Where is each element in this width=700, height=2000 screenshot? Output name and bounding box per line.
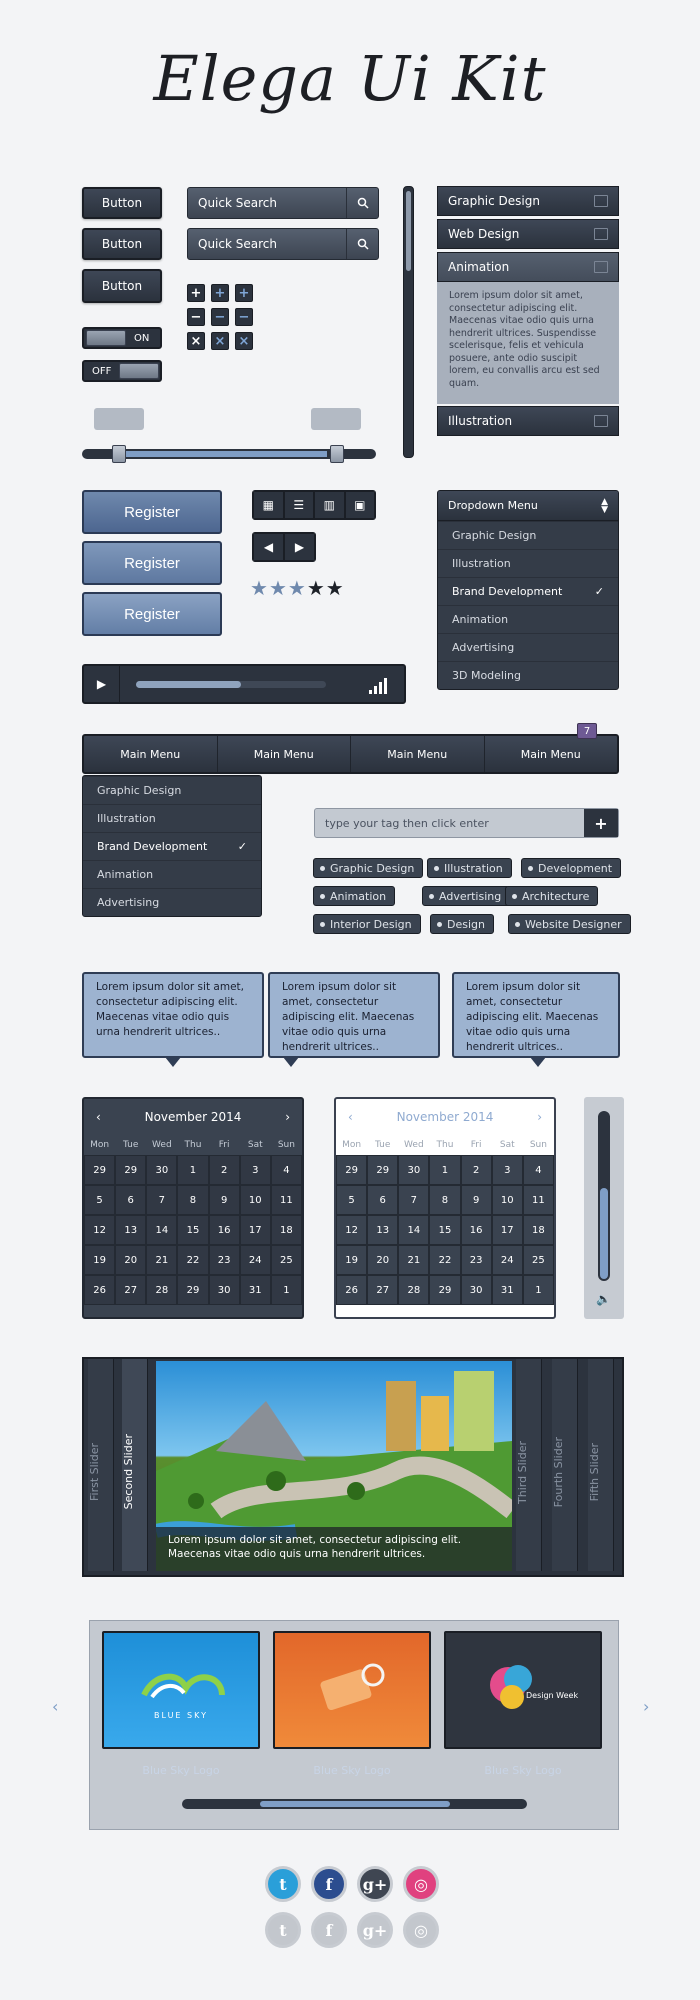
dropdown-list [438,521,618,689]
calendar-day[interactable]: 7 [146,1185,177,1215]
calendar-day[interactable]: 2 [209,1155,240,1185]
range-tooltip-right [311,408,361,430]
carousel-scrollbar[interactable] [182,1799,527,1809]
camera-icon [594,415,608,427]
calendar-day[interactable]: 22 [177,1245,208,1275]
calendar-header [336,1099,554,1135]
submenu-item[interactable] [83,776,261,804]
tag-input-placeholder: type your tag then click enter [325,817,489,830]
calendar-day[interactable]: 11 [523,1185,554,1215]
plus-icon[interactable]: + [187,284,205,302]
calendar-day[interactable]: 15 [177,1215,208,1245]
copy-icon [594,228,608,240]
calendar-day[interactable]: 6 [367,1185,398,1215]
weekday-label: Tue [375,1140,391,1150]
calendar-day[interactable]: 3 [492,1155,523,1185]
play-icon[interactable]: ▶ [84,666,120,702]
search-icon[interactable] [346,188,378,218]
calendar-day[interactable]: 15 [429,1215,460,1245]
calendar-day[interactable]: 9 [209,1185,240,1215]
calendar-day[interactable]: 12 [336,1215,367,1245]
toggle-off[interactable] [82,360,162,382]
calendar-day[interactable]: 13 [115,1215,146,1245]
twitter-icon[interactable]: t [265,1866,301,1902]
submenu-item-label: Advertising [97,896,160,909]
slider-tab-2[interactable] [122,1359,148,1571]
dropdown-item[interactable] [438,633,618,661]
search-placeholder: Quick Search [198,237,277,251]
calendar-day[interactable]: 25 [271,1245,302,1275]
next-arrow-icon[interactable]: ▶ [284,533,315,561]
calendar-day[interactable]: 10 [240,1185,271,1215]
progress-fill [136,681,241,688]
prev-month-icon[interactable]: ‹ [348,1110,353,1124]
weekday-label: Thu [184,1140,202,1150]
dropdown-item[interactable] [438,661,618,689]
weekday-label: Mon [342,1140,362,1150]
prev-arrow-icon[interactable]: ◀ [253,533,284,561]
card-mockup-icon [275,1633,431,1749]
toggle-off-label: OFF [92,365,112,377]
calendar-day[interactable]: 21 [146,1245,177,1275]
calendar-day[interactable]: 13 [367,1215,398,1245]
main-menu-bar [82,734,619,774]
calendar-day[interactable]: 19 [336,1245,367,1275]
tooltip-2: Lorem ipsum dolor sit amet, consectetur adipiscing elit. Maecenas vitae odio quis urna hendrerit ultrices.. [268,972,440,1058]
slider-caption: Lorem ipsum dolor sit amet, consectetur adipiscing elit. Maecenas vitae odio quis urna hendrerit ultrices. [156,1527,512,1571]
calendar-day[interactable]: 4 [523,1155,554,1185]
quick-search-2[interactable] [187,228,379,260]
main-menu-item-4[interactable]: Main Menu [520,747,581,761]
calendar-day[interactable]: 5 [84,1185,115,1215]
search-placeholder: Quick Search [198,196,277,210]
picture-icon [594,195,608,207]
blue-sky-logo-icon [104,1633,260,1749]
calendar-day[interactable]: 12 [84,1215,115,1245]
dropdown-label: Dropdown Menu [448,499,538,512]
tag-input[interactable] [314,808,619,838]
dropdown-item-label: Advertising [452,641,515,654]
calendar-day[interactable]: 24 [240,1245,271,1275]
carousel-scroll-thumb[interactable] [260,1801,450,1807]
accordion-label: Web Design [448,227,520,241]
minus-icon[interactable]: − [211,308,229,326]
calendar-day[interactable]: 1 [271,1275,302,1305]
tag-chip[interactable]: Design [430,914,494,934]
volume-bars-icon[interactable] [369,674,387,694]
calendar-day[interactable]: 30 [209,1275,240,1305]
slider-image [156,1361,512,1571]
tooltip-1: Lorem ipsum dolor sit amet, consectetur adipiscing elit. Maecenas vitae odio quis urna hendrerit ultrices.. [82,972,264,1058]
weekday-label: Wed [152,1140,172,1150]
calendar-day[interactable]: 29 [115,1155,146,1185]
calendar-day[interactable]: 20 [367,1245,398,1275]
tag-chip[interactable]: Illustration [427,858,512,878]
toggle-knob [119,363,159,379]
calendar-day[interactable]: 29 [336,1155,367,1185]
google-plus-icon[interactable]: g+ [357,1866,393,1902]
calendar-day[interactable]: 11 [271,1185,302,1215]
search-icon[interactable] [346,229,378,259]
film-icon [594,261,608,273]
accordion-item-animation[interactable] [437,252,619,282]
calendar-day[interactable]: 4 [271,1155,302,1185]
tooltip-3: Lorem ipsum dolor sit amet, consectetur adipiscing elit. Maecenas vitae odio quis urna hendrerit ultrices.. [452,972,620,1058]
calendar-day[interactable]: 23 [209,1245,240,1275]
icon-button-grid [187,284,257,350]
calendar-day[interactable]: 17 [240,1215,271,1245]
submenu-item[interactable] [83,804,261,832]
dropdown-item-label: 3D Modeling [452,669,522,682]
dropdown-menu [437,490,619,690]
weekday-label: Sat [499,1140,515,1150]
main-menu-item-2[interactable]: Main Menu [218,736,352,772]
accordion-label: Graphic Design [448,194,540,208]
main-menu-item-3[interactable]: Main Menu [351,736,485,772]
tag-chip[interactable]: Development [521,858,621,878]
toggle-knob [86,330,126,346]
slider-tab-5[interactable] [588,1359,614,1571]
close-icon[interactable]: × [211,332,229,350]
dribbble-icon[interactable]: ◎ [403,1912,439,1948]
star-icon[interactable]: ★ [268,576,288,600]
calendar-day[interactable]: 16 [209,1215,240,1245]
calendar-day[interactable]: 18 [271,1215,302,1245]
calendar-day[interactable]: 5 [336,1185,367,1215]
range-tooltip-left [94,408,144,430]
calendar-weekdays [84,1135,302,1155]
toggle-on[interactable] [82,327,162,349]
calendar-month: November 2014 [396,1110,494,1124]
add-tag-button[interactable]: + [584,809,618,837]
dropdown-item-label: Brand Development [452,585,563,598]
calendar-header [84,1099,302,1135]
accordion-label: Illustration [448,414,513,428]
calendar-day[interactable]: 9 [461,1185,492,1215]
calendar-day[interactable]: 22 [429,1245,460,1275]
star-icon[interactable]: ★ [287,576,307,600]
google-plus-icon[interactable]: g+ [357,1912,393,1948]
accordion [437,186,619,436]
calendar-day[interactable]: 1 [429,1155,460,1185]
submenu-item-label: Brand Development [97,840,208,853]
calendar-day[interactable]: 10 [492,1185,523,1215]
carousel-next-icon[interactable]: › [643,1697,650,1716]
logo-text: BLUE SKY [154,1711,208,1720]
prev-month-icon[interactable]: ‹ [96,1110,101,1124]
tag-chip[interactable]: Graphic Design [313,858,423,878]
submenu-item[interactable] [83,888,261,916]
submenu [82,775,262,917]
submenu-item[interactable] [83,832,261,860]
accordion-body: Lorem ipsum dolor sit amet, consectetur adipiscing elit. Maecenas vitae odio quis urna hendrerit ultrices. Suspendisse scelerisque, felis et vehicula posuere, ante odio suscipit lorem, eu convallis arcu est sed quam. [437,282,619,404]
dropdown-item[interactable] [438,549,618,577]
calendar-day[interactable]: 31 [240,1275,271,1305]
slider-tab-label: Fourth Slider [552,1436,565,1508]
close-icon[interactable]: × [187,332,205,350]
calendar-grid [84,1155,302,1305]
minus-icon[interactable]: − [187,308,205,326]
tag-chip[interactable]: Animation [313,886,395,906]
calendar-day[interactable]: 19 [84,1245,115,1275]
tag-chip[interactable]: Interior Design [313,914,421,934]
submenu-list [83,776,261,916]
calendar-day[interactable]: 14 [398,1215,429,1245]
gallery-view-icon[interactable]: ▣ [345,491,376,519]
slider-tab-3[interactable] [516,1359,542,1571]
volume-fill [600,1188,608,1279]
button-2[interactable]: Button [82,228,162,260]
carousel-label-2: Blue Sky Logo [313,1764,391,1777]
calendar-day[interactable]: 14 [146,1215,177,1245]
calendar-day[interactable]: 6 [115,1185,146,1215]
slider-tab-label: Fifth Slider [588,1442,601,1502]
plus-icon[interactable]: + [235,284,253,302]
calendar-day[interactable]: 30 [146,1155,177,1185]
accordion-label: Animation [448,260,510,274]
calendar-day[interactable]: 7 [398,1185,429,1215]
calendar-day[interactable]: 29 [429,1275,460,1305]
scrollbar-thumb[interactable] [406,191,411,271]
calendar-day[interactable]: 8 [177,1185,208,1215]
next-month-icon[interactable]: › [285,1110,290,1124]
main-menu-item-1[interactable]: Main Menu [84,736,218,772]
slider-tab-label: Third Slider [516,1440,529,1504]
calendar-day[interactable]: 29 [367,1155,398,1185]
register-button-3[interactable]: Register [82,592,222,636]
tag-chip[interactable]: Website Designer [508,914,631,934]
notification-badge: 7 [577,723,597,739]
toggle-on-label: ON [134,332,150,344]
speaker-icon[interactable]: 🔈 [596,1292,611,1306]
calendar-day[interactable]: 17 [492,1215,523,1245]
submenu-item[interactable] [83,860,261,888]
next-month-icon[interactable]: › [537,1110,542,1124]
tooltip-pointer [165,1057,181,1067]
star-icon[interactable]: ★ [250,576,269,600]
vertical-scrollbar[interactable] [403,186,414,458]
button-3[interactable]: Button [82,269,162,303]
volume-track[interactable] [598,1111,610,1281]
carousel-label-1: Blue Sky Logo [142,1764,220,1777]
star-rating[interactable] [250,576,345,600]
view-switcher [252,490,376,520]
accordion-item-illustration[interactable] [437,406,619,436]
progress-track[interactable] [136,681,326,688]
slider-tab-label: First Slider [88,1442,101,1501]
calendar-day[interactable]: 18 [523,1215,554,1245]
calendar-day[interactable]: 23 [461,1245,492,1275]
weekday-label: Mon [90,1140,110,1150]
carousel-card-2[interactable] [273,1631,431,1749]
dropdown-item-label: Illustration [452,557,511,570]
weekday-label: Fri [470,1140,482,1150]
calendar-day[interactable]: 21 [398,1245,429,1275]
dropdown-item-label: Animation [452,613,509,626]
pager [252,532,316,562]
design-week-logo-icon [446,1633,602,1749]
calendar-day[interactable]: 29 [177,1275,208,1305]
submenu-item-label: Illustration [97,812,156,825]
tag-chip[interactable]: Advertising [422,886,510,906]
calendar-weekdays [336,1135,554,1155]
calendar-day[interactable]: 30 [461,1275,492,1305]
sort-arrows-icon: ▲ ▼ [601,496,608,515]
button-1[interactable]: Button [82,187,162,219]
weekday-label: Sun [277,1140,295,1150]
calendar-dark [82,1097,304,1319]
calendar-day[interactable]: 30 [398,1155,429,1185]
star-icon[interactable]: ★ [306,576,326,600]
dribbble-icon[interactable]: ◎ [403,1866,439,1902]
calendar-light [334,1097,556,1319]
calendar-day[interactable]: 27 [115,1275,146,1305]
quick-search-1[interactable] [187,187,379,219]
calendar-day[interactable]: 1 [523,1275,554,1305]
calendar-day[interactable]: 29 [84,1155,115,1185]
columns-view-icon[interactable]: ▥ [314,491,345,519]
range-handle-right[interactable] [330,445,344,463]
weekday-label: Sun [529,1140,547,1150]
list-view-icon[interactable]: ☰ [284,491,315,519]
star-icon[interactable]: ★ [325,576,345,600]
grid-view-icon[interactable]: ▦ [253,491,284,519]
kit-title: Elega Ui Kit [153,42,547,115]
calendar-day[interactable]: 28 [146,1275,177,1305]
carousel-label-3: Blue Sky Logo [484,1764,562,1777]
calendar-day[interactable]: 27 [367,1275,398,1305]
calendar-month: November 2014 [144,1110,242,1124]
calendar-day[interactable]: 28 [398,1275,429,1305]
plus-icon[interactable]: + [211,284,229,302]
facebook-icon[interactable]: f [311,1866,347,1902]
submenu-item-label: Animation [97,868,154,881]
checkmark-icon: ✓ [594,585,604,598]
tab-slider [82,1357,624,1577]
minus-icon[interactable]: − [235,308,253,326]
calendar-day[interactable]: 24 [492,1245,523,1275]
calendar-day[interactable]: 1 [177,1155,208,1185]
twitter-icon[interactable]: t [265,1912,301,1948]
dropdown-item[interactable] [438,521,618,549]
slider-tab-label: Second Slider [122,1434,135,1510]
dropdown-header[interactable] [438,491,618,521]
checkmark-icon: ✓ [237,840,247,853]
register-button-2[interactable]: Register [82,541,222,585]
calendar-day[interactable]: 2 [461,1155,492,1185]
carousel-prev-icon[interactable]: ‹ [52,1697,59,1716]
carousel [89,1620,619,1830]
tooltip-pointer [283,1057,299,1067]
weekday-label: Thu [436,1140,454,1150]
weekday-label: Sat [247,1140,263,1150]
calendar-day[interactable]: 31 [492,1275,523,1305]
logo-text: Design Week [526,1691,579,1700]
carousel-card-1[interactable] [102,1631,260,1749]
dropdown-item[interactable] [438,605,618,633]
submenu-item-label: Graphic Design [97,784,182,797]
calendar-day[interactable]: 26 [84,1275,115,1305]
slider-tab-4[interactable] [552,1359,578,1571]
calendar-day[interactable]: 25 [523,1245,554,1275]
facebook-icon[interactable]: f [311,1912,347,1948]
weekday-label: Wed [404,1140,424,1150]
calendar-day[interactable]: 26 [336,1275,367,1305]
register-button-1[interactable]: Register [82,490,222,534]
media-player [82,664,406,704]
range-slider-fill [117,451,327,457]
accordion-item-graphic-design[interactable] [437,186,619,216]
calendar-day[interactable]: 8 [429,1185,460,1215]
calendar-day[interactable]: 3 [240,1155,271,1185]
dropdown-item-label: Graphic Design [452,529,537,542]
tag-chip[interactable]: Architecture [505,886,598,906]
accordion-item-web-design[interactable] [437,219,619,249]
calendar-grid [336,1155,554,1305]
close-icon[interactable]: × [235,332,253,350]
calendar-day[interactable]: 16 [461,1215,492,1245]
vertical-volume [584,1097,624,1319]
weekday-label: Tue [123,1140,139,1150]
dropdown-item[interactable] [438,577,618,605]
range-handle-left[interactable] [112,445,126,463]
weekday-label: Fri [218,1140,230,1150]
calendar-day[interactable]: 20 [115,1245,146,1275]
carousel-card-3[interactable] [444,1631,602,1749]
tooltip-pointer [530,1057,546,1067]
slider-tab-1[interactable] [88,1359,114,1571]
